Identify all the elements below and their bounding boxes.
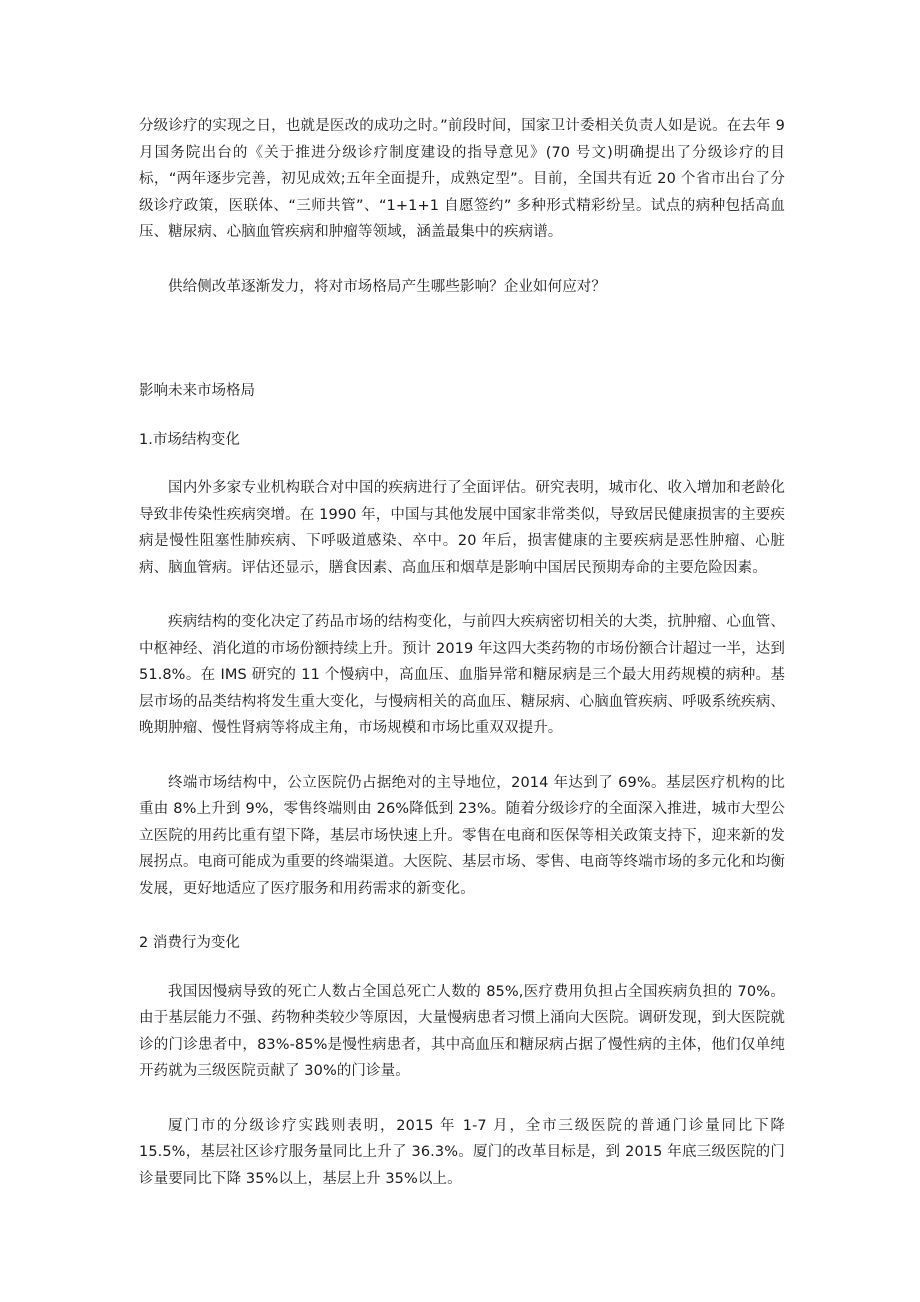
question-paragraph: 供给侧改革逐渐发力，将对市场格局产生哪些影响？企业如何应对？ [168,278,606,295]
consumer-paragraph-1: 我国因慢病导致的死亡人数占全国总死亡人数的 85%,医疗费用负担占全国疾病负担的 70%。由于基层能力不强、药物种类较少等原因，大量慢病患者习惯上涌向大医院。调研发现，到大医院就诊的门诊患者中，83%-85%是慢性病患者，其中高血压和糖尿病占据了慢性病的主体，他们仅单纯开药就为三级医院贡献了 30%的门诊量。 [139,983,785,1079]
market-paragraph-1: 国内外多家专业机构联合对中国的疾病进行了全面评估。研究表明，城市化、收入增加和老龄化导致非传染性疾病突增。在 1990 年，中国与其他发展中国家非常类似，导致居民健康损害的主要疾病是慢性阻塞性肺疾病、下呼吸道感染、卒中。20 年后，损害健康的主要疾病是恶性肿瘤、心脏病、脑血管病。评估还显示，膳食因素、高血压和烟草是影响中国居民预期寿命的主要危险因素。 [139,480,785,576]
market-paragraph-2: 疾病结构的变化决定了药品市场的结构变化，与前四大疾病密切相关的大类，抗肿瘤、心血管、中枢神经、消化道的市场份额持续上升。预计 2019 年这四大类药物的市场份额合计超过一半，达到 51.8%。在 IMS 研究的 11 个慢病中，高血压、血脂异常和糖尿病是三个最大用药规模的病种。基层市场的品类结构将发生重大变化，与慢病相关的高血压、糖尿病、心脑血管疾病、呼吸系统疾病、晚期肿瘤、慢性肾病等将成主角，市场规模和市场比重双双提升。 [139,614,785,736]
intro-paragraph: 分级诊疗的实现之日，也就是医改的成功之时。”前段时间，国家卫计委相关负责人如是说。在去年 9 月国务院出台的《关于推进分级诊疗制度建设的指导意见》(70 号文)明确提出了分级诊疗的目标，“两年逐步完善，初见成效;五年全面提升，成熟定型”。目前，全国共有近 20 个省市出台了分级诊疗政策，医联体、“三师共管”、“1+1+1 自愿签约” 多种形式精彩纷呈。试点的病种包括高血压、糖尿病、心脑血管疾病和肿瘤等领域，涵盖最集中的疾病谱。 [139,118,785,240]
market-structure-heading: 1.市场结构变化 [139,431,240,448]
consumer-behavior-heading: 2 消费行为变化 [139,935,240,951]
section-heading: 影响未来市场格局 [139,383,255,399]
market-paragraph-3: 终端市场结构中，公立医院仍占据绝对的主导地位，2014 年达到了 69%。基层医疗机构的比重由 8%上升到 9%，零售终端则由 26%降低到 23%。随着分级诊疗的全面深入推进，城市大型公立医院的用药比重有望下降，基层市场快速上升。零售在电商和医保等相关政策支持下，迎来新的发展拐点。电商可能成为重要的终端渠道。大医院、基层市场、零售、电商等终端市场的多元化和均衡发展，更好地适应了医疗服务和用药需求的新变化。 [139,774,785,897]
consumer-paragraph-2: 厦门市的分级诊疗实践则表明，2015 年 1-7 月，全市三级医院的普通门诊量同比下降 15.5%，基层社区诊疗服务量同比上升了 36.3%。厦门的改革目标是，到 2015 年底三级医院的门诊量要同比下降 35%以上，基层上升 35%以上。 [139,1117,785,1187]
document-body [139,113,785,1192]
